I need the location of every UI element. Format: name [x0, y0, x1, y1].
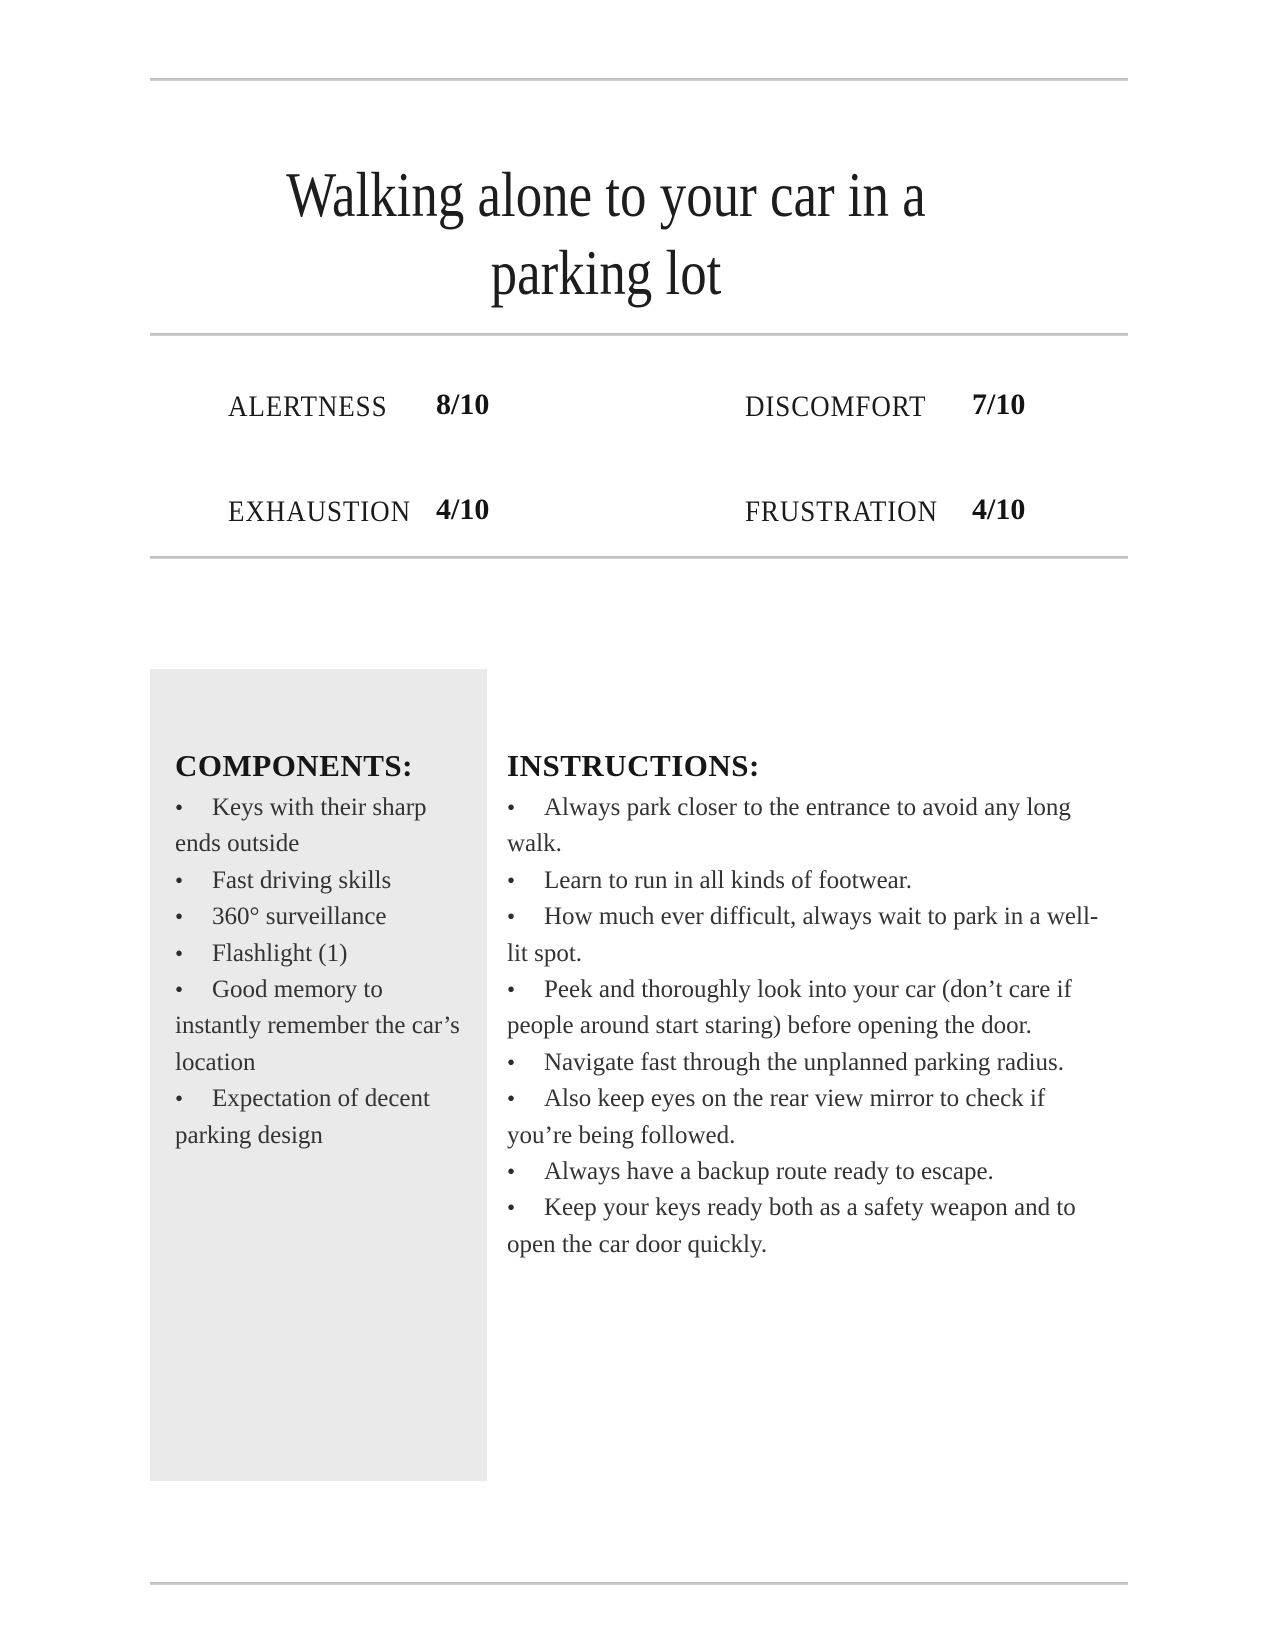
components-list-item — [175, 936, 465, 972]
instructions-list — [507, 790, 1107, 1263]
bullet-icon: • — [507, 795, 516, 820]
divider-below-stats — [150, 556, 1128, 559]
page-title — [223, 156, 989, 312]
instructions-list-item — [507, 1081, 1107, 1154]
bullet-icon: • — [507, 867, 516, 893]
stat-value-frustration: 4/10 — [972, 493, 1026, 526]
divider-page-bottom — [150, 1582, 1128, 1585]
instructions-item-text: Navigate fast through the unplanned parking radius. — [544, 1048, 1064, 1076]
instructions-heading: INSTRUCTIONS: — [507, 747, 760, 783]
bullet-icon: • — [507, 1049, 516, 1075]
components-list-item — [175, 899, 465, 935]
instructions-item-text: Learn to run in all kinds of footwear. — [544, 866, 912, 894]
bullet-icon: • — [507, 1086, 516, 1112]
instructions-item-text: Peek and thoroughly look into your car (don’t care if people around start staring) before opening the door. — [507, 976, 1072, 1040]
stat-label-alertness: ALERTNESS — [228, 390, 388, 423]
components-list — [175, 790, 465, 1154]
instructions-list-item — [507, 972, 1107, 1045]
stat-value-discomfort: 7/10 — [972, 388, 1026, 421]
page-title-line-2: parking lot — [490, 238, 722, 309]
bullet-icon: • — [175, 940, 184, 966]
components-list-item — [175, 1081, 465, 1154]
instructions-list-item — [507, 1045, 1107, 1081]
instructions-item-text: Always have a backup route ready to escape. — [544, 1158, 994, 1186]
instructions-item-text: Keep your keys ready both as a safety weapon and to open the car door quickly. — [507, 1194, 1076, 1258]
divider-below-title — [150, 333, 1128, 336]
components-list-item — [175, 790, 465, 863]
instructions-list-item — [507, 899, 1107, 972]
bullet-icon: • — [507, 1159, 516, 1185]
divider-top — [150, 78, 1128, 81]
bullet-icon: • — [175, 977, 184, 1003]
components-list-item — [175, 863, 465, 899]
bullet-icon: • — [175, 1086, 184, 1112]
stat-label-frustration: FRUSTRATION — [745, 495, 938, 528]
components-item-text: Expectation of decent parking design — [175, 1085, 430, 1149]
instructions-list-item — [507, 863, 1107, 899]
bullet-icon: • — [507, 904, 516, 930]
instructions-list-item — [507, 1154, 1107, 1190]
bullet-icon: • — [507, 977, 516, 1003]
components-item-text: Flashlight (1) — [212, 939, 348, 967]
stat-label-discomfort: DISCOMFORT — [745, 390, 927, 423]
stat-label-exhaustion: EXHAUSTION — [228, 495, 411, 528]
components-item-text: 360° surveillance — [212, 903, 387, 931]
instructions-list-item — [507, 1190, 1107, 1263]
instructions-list-item — [507, 790, 1107, 863]
stat-value-exhaustion: 4/10 — [436, 493, 490, 526]
instructions-item-text: How much ever difficult, always wait to park in a well-lit spot. — [507, 903, 1099, 967]
bullet-icon: • — [507, 1195, 516, 1221]
bullet-icon: • — [175, 904, 184, 930]
instructions-item-text: Always park closer to the entrance to avoid any long walk. — [507, 794, 1071, 858]
components-heading: COMPONENTS: — [175, 747, 413, 783]
page-title-line-1: Walking alone to your car in a — [286, 160, 926, 231]
components-item-text: Good memory to instantly remember the car’s location — [175, 976, 460, 1076]
bullet-icon: • — [175, 795, 184, 820]
stat-value-alertness: 8/10 — [436, 388, 490, 421]
components-list-item — [175, 972, 465, 1081]
components-item-text: Keys with their sharp ends outside — [175, 794, 427, 858]
bullet-icon: • — [175, 867, 184, 893]
components-item-text: Fast driving skills — [212, 866, 392, 894]
instructions-item-text: Also keep eyes on the rear view mirror to check if you’re being followed. — [507, 1085, 1046, 1149]
